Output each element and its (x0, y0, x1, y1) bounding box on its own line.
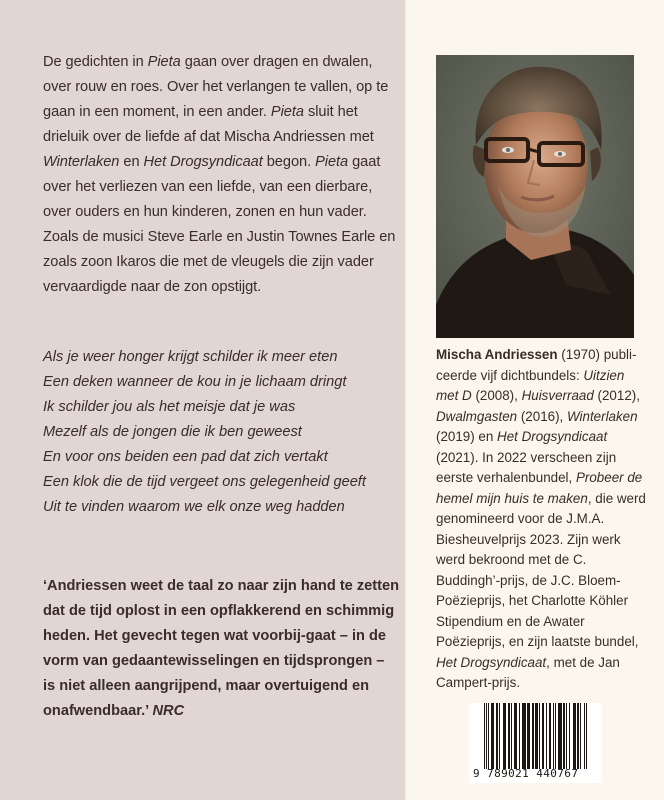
book-title-drogsyndicaat: Het Drogsyndicaat (143, 154, 263, 170)
portrait-illustration (436, 55, 634, 338)
book-title-pieta: Pieta (270, 104, 304, 120)
poem-line: Ik schilder jou als het meisje dat je was (43, 399, 296, 415)
blurb-text (43, 50, 399, 300)
author-photo (436, 55, 634, 338)
poem-line: En voor ons beiden een pad dat zich vertakt (43, 449, 328, 465)
poem-line: Uit te vinden waarom we elk onze weg hadden (43, 499, 345, 515)
book-title: Uitzien met D (436, 367, 625, 403)
bio-segment: (2012), (593, 388, 640, 403)
poem-excerpt (43, 345, 399, 520)
book-title: Het Drogsyndicaat (436, 654, 547, 670)
author-bio (436, 345, 648, 694)
book-title: Huisverraad (521, 388, 594, 403)
bio-segment: (2021). In 2022 verscheen zijn eerste verhalenbundel, (436, 449, 617, 485)
book-title: Het Drogsyndicaat (497, 429, 608, 444)
review-source: NRC (152, 703, 185, 719)
blurb-segment: gaat over het verliezen van een liefde, van een dierbare, over ouders en hun kinderen, zonen en hun vader. Zoals de musici Steve Earle en Justin Townes Earle en zoals zoon Ikaros die met de vleugels die zijn vader vervaardigde naar de zon opstijgt. (43, 154, 396, 295)
isbn-barcode (469, 703, 602, 783)
blurb-segment: sluit het drieluik over de liefde af dat Mischa Andriessen met (43, 104, 374, 145)
blurb-segment: gaan over dragen en dwalen, over rouw en roes. Over het verlangen te vallen, op te gaan in een moment, in een ander. (43, 54, 389, 120)
book-title: Winterlaken (567, 408, 638, 424)
review-quote-text: ‘Andriessen weet de taal zo naar zijn hand te zetten dat de tijd oplost in een opflakkerend en schimmig heden. Het gevecht tegen wat voorbij-gaat – in de vorm van gedaantewisselingen en tijdsprongen – is niet alleen aangrijpend, maar overtuigend en onafwendbaar.’ (43, 578, 400, 719)
book-title-pieta: Pieta (147, 54, 181, 70)
book-title-winterlaken: Winterlaken (43, 154, 120, 170)
blurb-segment: en (119, 154, 144, 170)
book-title: Probeer de hemel mijn huis te maken (436, 470, 643, 506)
poem-line: Mezelf als de jongen die ik ben geweest (43, 424, 302, 440)
poem-line: Een deken wanneer de kou in je lichaam dringt (43, 374, 347, 390)
poem-line: Als je weer honger krijgt schilder ik meer eten (43, 349, 338, 365)
bio-segment: (2016), (517, 408, 567, 424)
bio-segment: (1970) publi-ceerde vijf dichtbundels: (436, 347, 637, 383)
bio-segment: , met de Jan Campert-prijs. (436, 654, 620, 690)
book-title-pieta: Pieta (315, 154, 349, 170)
bio-segment: , die werd genomineerd voor de J.M.A. Biesheuvelprijs 2023. Zijn werk werd bekroond met de C. Buddingh’-prijs, de J.C. Bloem-Poëzieprijs, het Charlotte Köhler Stipendium en de Awater Poëzieprijs, en zijn laatste bundel, (436, 490, 646, 649)
blurb-segment: begon. (262, 154, 316, 170)
isbn-digits: 9 789021 440767 (473, 767, 579, 780)
author-name: Mischa Andriessen (436, 347, 558, 362)
barcode-bars (484, 703, 588, 769)
blurb-segment: De gedichten in (43, 54, 148, 70)
bio-segment: (2019) en (436, 429, 498, 444)
review-quote (43, 574, 399, 724)
bio-segment: (2008), (471, 388, 522, 403)
book-title: Dwalmgasten (436, 408, 518, 424)
poem-line: Een klok die de tijd vergeet ons gelegenheid geeft (43, 474, 366, 490)
